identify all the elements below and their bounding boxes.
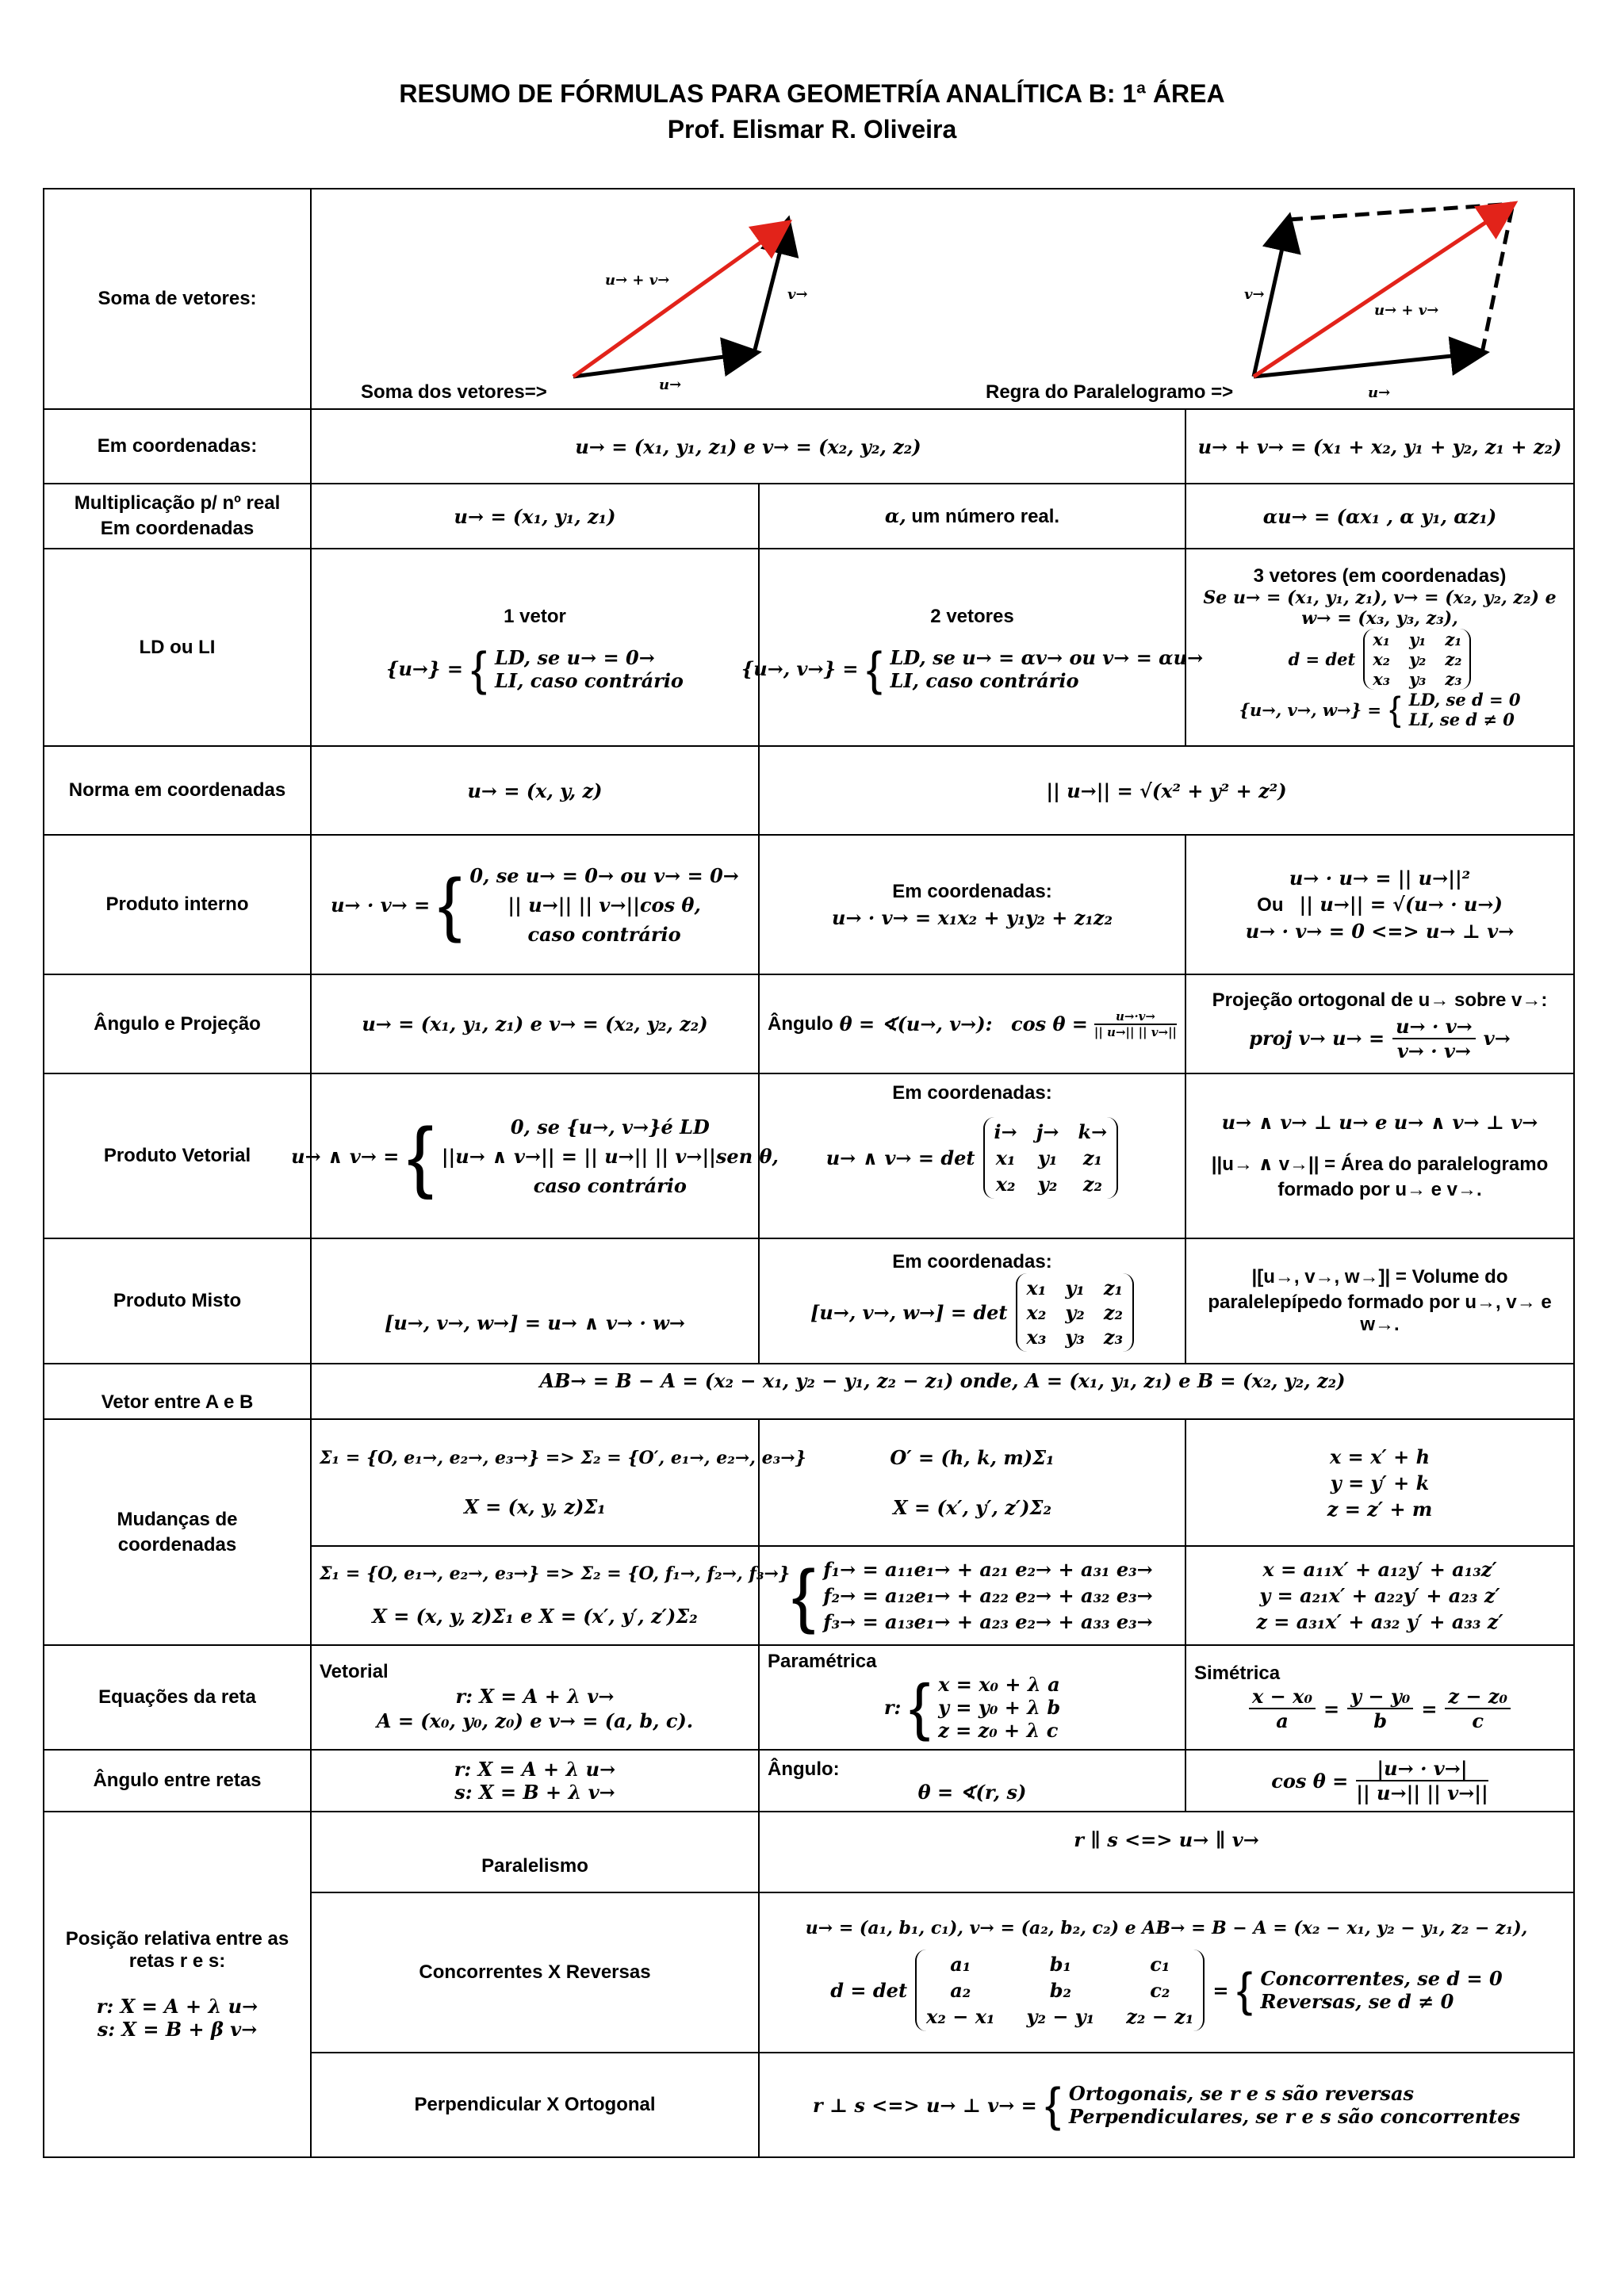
vector-u-right (1254, 353, 1482, 377)
vetorial-c3-r3: formado por u→ e v→. (1277, 1179, 1482, 1200)
interno-ou: Ou (1257, 894, 1284, 916)
row-ld-li (44, 549, 1574, 746)
angulo-cos-label: cos θ = (1010, 1012, 1088, 1035)
angulo-cos (759, 974, 1185, 1073)
reta-simetrica (1185, 1645, 1574, 1750)
label-mult-1: Multiplicação p/ nº real (74, 492, 281, 514)
label-u-left: u→ (659, 377, 682, 393)
reta-sim-d3: c (1472, 1709, 1484, 1732)
label-vetor-ab: Vetor entre A e B (44, 1364, 311, 1419)
caption-soma-dos-vetores: Soma dos vetores=> (361, 381, 547, 403)
ld-c2-r1: LD, se u→ = αv→ ou v→ = αu→ (890, 645, 1204, 669)
label-multiplicacao (44, 484, 311, 549)
mudanca-b-bases (311, 1546, 791, 1645)
vetorial-coord (759, 1073, 1185, 1238)
mudanca-b-r2: X = (x, y, z)Σ₁ e X = (x′, y′, z′)Σ₂ (372, 1605, 698, 1628)
row-norma (44, 746, 1574, 835)
reta-parametrica: Paramétrica r: { x = x₀ + λ a y = y₀ + λ b z = z₀ + λ c (759, 1645, 1185, 1750)
angreta-den: || u→|| || v→|| (1356, 1781, 1488, 1804)
formula-table (43, 188, 1575, 2158)
label-mudanca (44, 1419, 311, 1645)
label-equacoes-reta: Equações da reta (44, 1645, 311, 1750)
mudanca-b-f: { f₁→ = a₁₁e₁→ + a₂₁ e₂→ + a₃₁ e₃→ f₂→ = a₁₂e₁→ + a₂₂ e₂→ + a₃₂ e₃→ f₃→ = a₁₃e₁→ + a₂₃ e₂→ + a₃₃ e₃→ (759, 1546, 1185, 1645)
interno-r3: caso contrário (527, 922, 681, 946)
interno-c2-title: Em coordenadas: (892, 880, 1052, 902)
row-soma (44, 189, 1574, 409)
mudanca-f1: f₁→ = a₁₁e₁→ + a₂₁ e₂→ + a₃₁ e₃→ (823, 1558, 1153, 1581)
misto-c3-r2: paralelepípedo formado por u→, v→ e w→. (1208, 1292, 1552, 1335)
concorrentes-formula: u→ = (a₁, b₁, c₁), v→ = (a₂, b₂, c₂) e AB→ = B − A = (x₂ − x₁, y₂ − y₁, z₂ − z₁), d = det a₁ b₁ c₁ a₂ b₂ c₂ x₂ − x₁ y₂ − y₁ z₂ − z₁ = { Concorrentes, se d = 0 Reversas, se d ≠ 0 (759, 1892, 1574, 2053)
concorrentes-opt1: Concorrentes, se d = 0 (1260, 1967, 1503, 1990)
doc-author: Prof. Elismar R. Oliveira (667, 115, 957, 144)
reta-vetorial (311, 1645, 759, 1750)
vetorial-r1: 0, se {u→, v→}é LD (510, 1115, 710, 1138)
interno-def: u→ · v→ = { 0, se u→ = 0→ ou v→ = 0→ || u→|| || v→||cos θ, caso contrário (311, 835, 759, 974)
mudanca-b-x: x = a₁₁x′ + a₁₂y′ + a₁₃z′ (1262, 1558, 1497, 1581)
row-produto-vetorial (44, 1073, 1574, 1238)
ld-c3-w: w→ = (x₃, y₃, z₃), (1301, 608, 1458, 629)
concorrentes-matrix: a₁ b₁ c₁ a₂ b₂ c₂ x₂ − x₁ y₂ − y₁ z₂ − z₁ (915, 1950, 1205, 2031)
row-vetor-ab (44, 1364, 1574, 1419)
ld-three-vectors: 3 vetores (em coordenadas) Se u→ = (x₁, y₁, z₁), v→ = (x₂, y₂, z₂) e w→ = (x₃, y₃, z₃), d = det x₁ y₁ z₁ x₂ y₂ z₂ x₃ y₃ z₃ {u→, v→, w→} = { LD, se d = 0 LI, se d ≠ 0 (1185, 549, 1574, 746)
row-coordenadas (44, 409, 1574, 484)
label-posicao-s: s: X = B + β v→ (97, 2018, 258, 2041)
angulo-word: Ângulo (768, 1012, 833, 1035)
misto-c3-r1: |[u→, v→, w→]| = Volume do (1251, 1266, 1508, 1288)
label-mudanca-2: coordenadas (117, 1533, 237, 1556)
mudanca-a-bases (311, 1419, 806, 1546)
label-u-right: u→ (1368, 385, 1391, 401)
ld-c3-r2: LI, se d ≠ 0 (1408, 710, 1515, 729)
coord-definition: u→ = (x₁, y₁, z₁) e v→ = (x₂, y₂, z₂) (311, 409, 1185, 484)
misto-det-lhs: [u→, v→, w→] = det (810, 1300, 1008, 1324)
mult-u: u→ = (x₁, y₁, z₁) (311, 484, 759, 549)
mudanca-a-r2: X = (x, y, z)Σ₁ (464, 1494, 606, 1518)
angreta-retas (311, 1750, 759, 1812)
projecao-lhs: proj v→ u→ = (1249, 1027, 1385, 1050)
reta-sim-n3: z − z₀ (1445, 1685, 1511, 1709)
label-posicao (44, 1812, 311, 2157)
ld-c3-set: {u→, v→, w→} = (1239, 699, 1381, 720)
projecao (1185, 974, 1574, 1073)
alpha-symbol: α, (884, 504, 906, 527)
vetorial-r2: ||u→ ∧ v→|| = || u→|| || v→||sen θ, (441, 1144, 779, 1168)
row-paralelismo (44, 1812, 1574, 1892)
norma-formula: || u→|| = √(x² + y² + z²) (759, 746, 1574, 835)
concorrentes-eq: = (1212, 1978, 1229, 2002)
label-v-right: v→ (1244, 286, 1265, 303)
angulo-vectors: u→ = (x₁, y₁, z₁) e v→ = (x₂, y₂, z₂) (311, 974, 759, 1073)
vetorial-det-lhs: u→ ∧ v→ = det (825, 1146, 975, 1169)
ld-c3-matrix: x₁ y₁ z₁ x₂ y₂ z₂ x₃ y₃ z₃ (1363, 629, 1471, 690)
interno-props (1185, 835, 1574, 974)
interno-c3-r1: u→ · u→ = || u→||² (1289, 867, 1471, 890)
reta-sim-title: Simétrica (1194, 1663, 1281, 1684)
vetorial-props (1185, 1073, 1574, 1238)
label-produto-interno: Produto interno (44, 835, 311, 974)
label-posicao-r: r: X = A + λ u→ (96, 1995, 259, 2018)
coord-sum: u→ + v→ = (x₁ + x₂, y₁ + y₂, z₁ + z₂) (1185, 409, 1574, 484)
projecao-v: v→ (1483, 1027, 1511, 1050)
row-angulo-projecao (44, 974, 1574, 1073)
soma-diagram (311, 189, 1574, 409)
label-norma: Norma em coordenadas (44, 746, 311, 835)
label-mult-2: Em coordenadas (100, 518, 255, 539)
vetorial-def: u→ ∧ v→ = { 0, se {u→, v→}é LD ||u→ ∧ v→|| = || u→|| || v→||sen θ, caso contrário (311, 1073, 759, 1238)
paralelismo-formula: r ∥ s <=> u→ ∥ v→ (759, 1812, 1574, 1892)
concorrentes-det-lhs: d = det (830, 1978, 908, 2002)
mudanca-a-origin (759, 1419, 1185, 1546)
mudanca-f2: f₂→ = a₁₂e₁→ + a₂₂ e₂→ + a₃₂ e₃→ (823, 1584, 1153, 1607)
dashed-top (1289, 204, 1513, 220)
angreta-theta: θ = ∢(r, s) (917, 1780, 1027, 1804)
vetor-ab-formula: AB→ = B − A = (x₂ − x₁, y₂ − y₁, z₂ − z₁) onde, A = (x₁, y₁, z₁) e B = (x₂, y₂, z₂) (311, 1364, 1574, 1419)
vetorial-lhs: u→ ∧ v→ = (291, 1144, 400, 1168)
vetorial-c3-r2: ||u→ ∧ v→|| = Área do paralelogramo (1211, 1154, 1549, 1175)
concorrentes-opt2: Reversas, se d ≠ 0 (1260, 1990, 1454, 2013)
reta-sim-eq1: = (1323, 1697, 1340, 1720)
misto-c2-title: Em coordenadas: (892, 1250, 1052, 1272)
mudanca-a-origin-r2: X = (x′, y′, z′)Σ₂ (893, 1496, 1051, 1519)
mult-alpha (759, 484, 1185, 549)
reta-param-lhs: r: (883, 1695, 902, 1719)
label-mudanca-1: Mudanças de (117, 1508, 238, 1530)
label-paralelismo: Paralelismo (311, 1812, 759, 1892)
label-u-plus-v-right: u→ + v→ (1374, 302, 1439, 319)
vetorial-c3-r1: u→ ∧ v→ ⊥ u→ e u→ ∧ v→ ⊥ v→ (1221, 1111, 1538, 1134)
misto-matrix: x₁ y₁ z₁ x₂ y₂ z₂ x₃ y₃ z₃ (1016, 1273, 1134, 1352)
reta-sim-d1: a (1276, 1709, 1289, 1732)
projecao-title: Projeção ortogonal de u→ sobre v→: (1212, 989, 1548, 1011)
angreta-cos (1185, 1750, 1574, 1812)
misto-coord (759, 1238, 1185, 1364)
label-produto-vetorial: Produto Vetorial (44, 1073, 311, 1238)
row-produto-misto (44, 1238, 1574, 1364)
alpha-desc: um número real. (906, 506, 1060, 527)
ld-c1-r2: LI, caso contrário (494, 668, 684, 692)
angreta-num: |u→ · v→| (1356, 1757, 1488, 1781)
mudanca-a-eqs (1185, 1419, 1574, 1546)
label-concorrentes: Concorrentes X Reversas (311, 1892, 759, 2053)
reta-param-title: Paramétrica (768, 1650, 877, 1672)
reta-vetorial-r2: A = (x₀, y₀, z₀) e v→ = (a, b, c). (376, 1709, 694, 1732)
misto-def: [u→, v→, w→] = u→ ∧ v→ · w→ (311, 1238, 759, 1364)
row-angulo-retas (44, 1750, 1574, 1812)
mudanca-a-x: x = x′ + h (1329, 1445, 1431, 1468)
reta-sim-eq2: = (1421, 1697, 1438, 1720)
angulo-num: u→·v→ (1094, 1009, 1177, 1025)
ld-c3-title: 3 vetores (em coordenadas) (1253, 565, 1507, 587)
caption-paralelogramo: Regra do Paralelogramo => (986, 381, 1234, 403)
angulo-theta: θ = ∢(u→, v→): (839, 1012, 993, 1035)
mudanca-b-r1: Σ₁ = {O, e₁→, e₂→, e₃→} => Σ₂ = {O, f₁→, f₂→, f₃→} (320, 1563, 791, 1584)
interno-r1: 0, se u→ = 0→ ou v→ = 0→ (469, 863, 739, 887)
mudanca-b-z: z = a₃₁x′ + a₃₂ y′ + a₃₃ z′ (1256, 1610, 1503, 1633)
label-soma: Soma de vetores: (44, 189, 311, 409)
reta-sim-n1: x − x₀ (1249, 1685, 1316, 1709)
vetorial-r3: caso contrário (533, 1173, 687, 1197)
row-multiplicacao (44, 484, 1574, 549)
reta-sim-n2: y − y₀ (1347, 1685, 1413, 1709)
label-produto-misto: Produto Misto (44, 1238, 311, 1364)
label-ld-li: LD ou LI (44, 549, 311, 746)
interno-c3-r2: || u→|| = √(u→ · u→) (1299, 893, 1503, 916)
interno-r2: || u→|| || v→||cos θ, (508, 893, 701, 916)
ld-c3-se: Se u→ = (x₁, y₁, z₁), v→ = (x₂, y₂, z₂) e (1203, 587, 1557, 608)
label-angulo-projecao: Ângulo e Projeção (44, 974, 311, 1073)
vetorial-c2-title: Em coordenadas: (892, 1082, 1052, 1104)
mudanca-a-y: y = y′ + k (1330, 1471, 1430, 1494)
misto-props (1185, 1238, 1574, 1364)
ld-c2-title: 2 vetores (930, 605, 1014, 627)
ld-c1-set: {u→} = (386, 657, 463, 680)
interno-c3-r3: u→ · v→ = 0 <=> u→ ⊥ v→ (1245, 920, 1515, 943)
vector-sum-right (1254, 205, 1511, 377)
vector-sum-figure (312, 189, 1575, 407)
mudanca-f3: f₃→ = a₁₃e₁→ + a₂₃ e₂→ + a₃₃ e₃→ (823, 1610, 1153, 1633)
reta-param-y: y = y₀ + λ b (938, 1695, 1061, 1719)
mult-result: αu→ = (αx₁ , α y₁, αz₁) (1185, 484, 1574, 549)
concorrentes-vectors: u→ = (a₁, b₁, c₁), v→ = (a₂, b₂, c₂) e AB→ = B − A = (x₂ − x₁, y₂ − y₁, z₂ − z₁), (805, 1917, 1528, 1938)
mudanca-a-z: z = z′ + m (1327, 1497, 1433, 1521)
angulo-den: || u→|| || v→|| (1094, 1024, 1177, 1039)
mudanca-b-eqs (1185, 1546, 1574, 1645)
ld-two-vectors: 2 vetores {u→, v→} = { LD, se u→ = αv→ ou v→ = αu→ LI, caso contrário (759, 549, 1185, 746)
angreta-s: s: X = B + λ v→ (454, 1781, 615, 1804)
interno-c2: u→ · v→ = x₁x₂ + y₁y₂ + z₁z₂ (832, 905, 1113, 929)
mudanca-a-r1: Σ₁ = {O, e₁→, e₂→, e₃→} => Σ₂ = {O′, e₁→, e₂→, e₃→} (320, 1447, 806, 1468)
reta-param-z: z = z₀ + λ c (938, 1718, 1059, 1742)
perpendicular-formula: r ⊥ s <=> u→ ⊥ v→ = { Ortogonais, se r e s são reversas Perpendiculares, se r e s são concorrentes (759, 2053, 1574, 2157)
label-angulo-retas: Ângulo entre retas (44, 1750, 311, 1812)
label-u-plus-v-left: u→ + v→ (605, 272, 670, 289)
ld-c1-r1: LD, se u→ = 0→ (494, 645, 655, 669)
angreta-r: r: X = A + λ u→ (454, 1758, 616, 1781)
mudanca-a-origin-r1: O′ = (h, k, m)Σ₁ (890, 1446, 1055, 1469)
interno-lhs: u→ · v→ = (331, 893, 431, 916)
doc-title: RESUMO DE FÓRMULAS PARA GEOMETRÍA ANALÍTICA B: 1ª ÁREA (399, 79, 1225, 108)
ld-c3-r1: LD, se d = 0 (1408, 690, 1521, 710)
reta-param-x: x = x₀ + λ a (938, 1672, 1060, 1696)
reta-vetorial-title: Vetorial (320, 1661, 389, 1682)
label-posicao-2: retas r e s: (128, 1950, 226, 1972)
angreta-angulo (759, 1750, 1185, 1812)
perpendicular-lhs: r ⊥ s <=> u→ ⊥ v→ = (813, 2093, 1037, 2117)
ld-c1-title: 1 vetor (504, 605, 566, 627)
angreta-title: Ângulo: (768, 1758, 840, 1780)
mudanca-b-y: y = a₂₁x′ + a₂₂y′ + a₂₃ z′ (1259, 1584, 1500, 1607)
reta-vetorial-r1: r: X = A + λ v→ (455, 1685, 615, 1708)
row-equacoes-reta (44, 1645, 1574, 1750)
reta-sim-d2: b (1373, 1709, 1388, 1732)
angreta-cos-lhs: cos θ = (1271, 1769, 1349, 1793)
perpendicular-opt2: Perpendiculares, se r e s são concorrentes (1068, 2105, 1521, 2128)
vetorial-matrix: i→ j→ k→ x₁ y₁ z₁ x₂ y₂ z₂ (983, 1117, 1119, 1199)
row-produto-interno (44, 835, 1574, 974)
ld-c3-d: d = det (1288, 649, 1356, 669)
ld-one-vector: 1 vetor {u→} = { LD, se u→ = 0→ LI, caso contrário (311, 549, 759, 746)
perpendicular-opt1: Ortogonais, se r e s são reversas (1068, 2082, 1415, 2105)
label-posicao-1: Posição relativa entre as (65, 1928, 289, 1950)
projecao-num: u→ · v→ (1392, 1015, 1476, 1039)
dashed-right (1482, 204, 1513, 353)
ld-c2-r2: LI, caso contrário (890, 668, 1079, 692)
ld-c2-set: {u→, v→} = (741, 657, 859, 680)
label-coordenadas: Em coordenadas: (44, 409, 311, 484)
label-v-left: v→ (787, 286, 808, 303)
row-mudanca-a (44, 1419, 1574, 1546)
interno-coord (759, 835, 1185, 974)
label-perpendicular: Perpendicular X Ortogonal (311, 2053, 759, 2157)
norma-u: u→ = (x, y, z) (311, 746, 759, 835)
projecao-den: v→ · v→ (1396, 1039, 1472, 1062)
